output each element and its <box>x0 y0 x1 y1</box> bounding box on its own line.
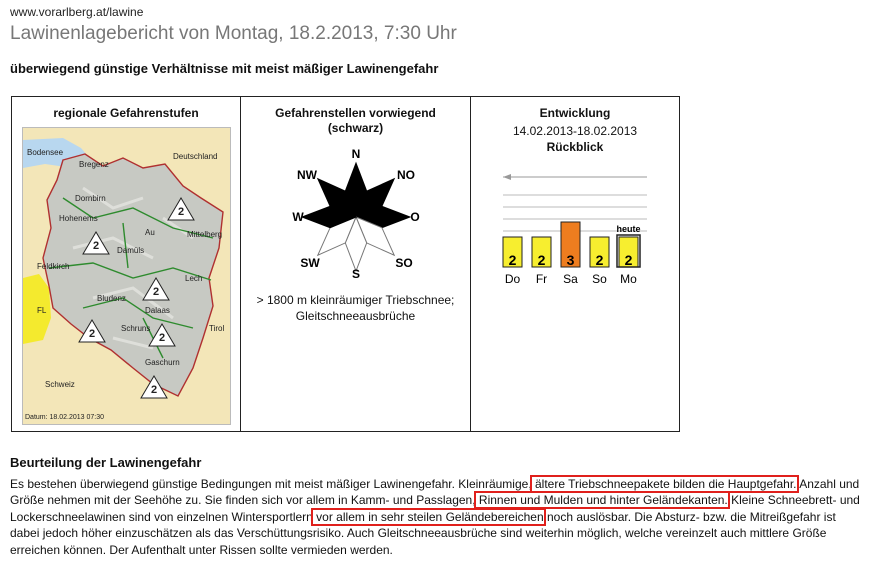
map-label-schweiz: Schweiz <box>45 380 75 389</box>
dir-no: NO <box>397 168 415 182</box>
development-subtitle: Rückblick <box>546 140 604 154</box>
map-label-bludenz: Bludenz <box>97 294 126 303</box>
map-label-hohenems: Hohenems <box>59 214 98 223</box>
regional-levels-panel <box>12 97 241 431</box>
dir-s: S <box>351 267 361 280</box>
today-label: heute <box>616 224 641 234</box>
level-number: 2 <box>178 206 185 218</box>
map-label-feldkirch: Feldkirch <box>37 262 70 271</box>
page-title: Lawinenlagebericht von Montag, 18.2.2013, 7:30 Uhr <box>10 23 457 44</box>
bar-value-mo: 2 <box>624 252 633 268</box>
bar-label-so: So <box>592 272 607 286</box>
regional-map <box>22 127 231 425</box>
map-label-bregenz: Bregenz <box>79 160 109 169</box>
danger-spots-text: > 1800 m kleinräumiger Triebschnee; Gleitschneeausbrüche <box>256 293 455 323</box>
regional-levels-title: regionale Gefahrenstufen <box>53 106 199 120</box>
level-number: 2 <box>159 332 166 344</box>
map-label-deutschland: Deutschland <box>173 152 218 161</box>
bar-value-so: 2 <box>595 252 604 268</box>
dir-w: W <box>292 210 304 224</box>
bar-label-mo: Mo <box>620 272 637 286</box>
danger-spots-title: Gefahrenstellen vorwiegend (schwarz) <box>275 106 436 135</box>
map-label-dalaas: Dalaas <box>145 306 170 315</box>
bar-value-sa: 3 <box>566 252 575 268</box>
development-range: 14.02.2013-18.02.2013 <box>512 124 638 138</box>
level-number: 2 <box>93 240 100 252</box>
aspect-rose <box>291 145 421 280</box>
development-title: Entwicklung <box>539 106 611 120</box>
development-chart <box>501 169 651 291</box>
map-label-damuels: Damüls <box>117 246 145 255</box>
map-label-fl: FL <box>37 306 47 315</box>
map-label-gaschurn: Gaschurn <box>145 358 180 367</box>
highlight-steep-terrain: vor allem in sehr steilen Geländebereichen <box>312 509 544 524</box>
assessment-title: Beurteilung der Lawinengefahr <box>10 455 202 470</box>
map-label-au: Au <box>145 228 155 237</box>
map-label-mittelberg: Mittelberg <box>187 230 223 239</box>
dir-nw: NW <box>297 168 317 182</box>
dir-so: SO <box>395 256 413 270</box>
map-label-lech: Lech <box>185 274 203 283</box>
bulletin-panels <box>11 96 680 432</box>
bar-value-do: 2 <box>508 252 517 268</box>
level-number: 2 <box>151 384 158 396</box>
bar-label-do: Do <box>504 272 521 286</box>
level-number: 2 <box>153 286 160 298</box>
map-label-dornbirn: Dornbirn <box>75 194 106 203</box>
source-url: www.vorarlberg.at/lawine <box>10 5 144 19</box>
dir-sw: SW <box>300 256 320 270</box>
highlight-terrain: Rinnen und Mulden und hinter Geländekanten. <box>475 493 728 508</box>
map-label-bodensee: Bodensee <box>27 148 64 157</box>
level-number: 2 <box>89 328 96 340</box>
map-label-schruns: Schruns <box>121 324 151 333</box>
bar-label-fr: Fr <box>535 272 548 286</box>
danger-headline: überwiegend günstige Verhältnisse mit meist mäßiger Lawinengefahr <box>10 61 439 76</box>
dir-o: O <box>410 210 420 224</box>
bar-label-sa: Sa <box>563 272 578 286</box>
map-label-tirol: Tirol <box>209 324 225 333</box>
map-date: Datum: 18.02.2013 07:30 <box>25 414 105 421</box>
assessment-text: Es bestehen überwiegend günstige Bedingungen mit meist mäßiger Lawinengefahr. Kleinräumige, ältere Triebschneepakete bilden die Hauptgefahr. Anzahl und Größe nehmen mit der Seehöhe zu. Sie finden sich vor allem in Kamm- und Passlagen, Rinnen und Mulden und hinter Geländekanten. Kleine Schneebrett- und Lockerschneelawinen sind von einzelnen Wintersportlern vor allem in sehr steilen Geländebereichen noch auslösbar. Die Absturz- bzw. die Mitreißgefahr ist dabei jedoch höher einzuschätzen als das Verschüttungsrisiko. Auch Gleitschneeausbrüche sind weiterhin möglich, welche vereinzelt auch mittlere Größe erreichen können. Der Aufenthalt unter Rissen sollte vermieden werden. <box>10 477 860 557</box>
danger-spots-panel <box>241 97 471 431</box>
development-panel <box>471 97 679 431</box>
bar-value-fr: 2 <box>537 252 546 268</box>
dir-n: N <box>351 147 361 161</box>
highlight-main-danger: ältere Triebschneepakete bilden die Hauptgefahr. <box>531 477 797 491</box>
